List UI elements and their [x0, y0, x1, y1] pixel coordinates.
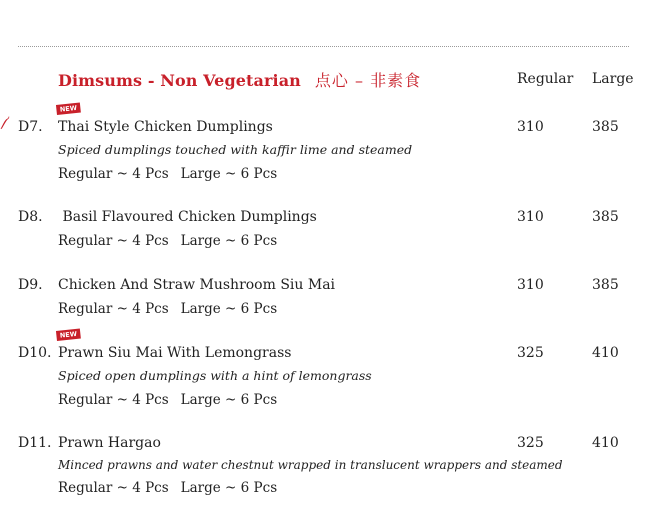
- item-code: D7.: [18, 119, 43, 135]
- price-large: 410: [592, 345, 619, 361]
- price-regular: 310: [517, 119, 544, 135]
- price-regular: 325: [517, 435, 544, 451]
- column-header-large: Large: [592, 71, 634, 87]
- item-name: Prawn Siu Mai With Lemongrass: [58, 345, 292, 361]
- item-name: Basil Flavoured Chicken Dumplings: [58, 209, 317, 225]
- item-portions: [58, 166, 277, 182]
- new-badge: NEW: [56, 103, 81, 115]
- item-name: Thai Style Chicken Dumplings: [58, 119, 273, 135]
- regular-portion: Regular ~ 4 Pcs: [58, 233, 169, 249]
- menu-item: [0, 421, 650, 511]
- large-portion: Large ~ 6 Pcs: [180, 233, 278, 249]
- new-badge: NEW: [56, 329, 81, 341]
- price-large: 385: [592, 119, 619, 135]
- large-portion: Large ~ 6 Pcs: [180, 392, 278, 408]
- regular-portion: Regular ~ 4 Pcs: [58, 301, 169, 317]
- item-name: Chicken And Straw Mushroom Siu Mai: [58, 277, 336, 293]
- price-large: 385: [592, 209, 619, 225]
- item-code: D9.: [18, 277, 43, 293]
- item-portions: [58, 233, 277, 249]
- section-title-cn: 点心 – 非素食: [314, 71, 422, 90]
- price-regular: 325: [517, 345, 544, 361]
- menu-item: [0, 105, 650, 195]
- regular-portion: Regular ~ 4 Pcs: [58, 166, 169, 182]
- item-description: Spiced open dumplings with a hint of lemongrass: [58, 368, 372, 383]
- large-portion: Large ~ 6 Pcs: [180, 301, 278, 317]
- large-portion: Large ~ 6 Pcs: [180, 480, 278, 496]
- section-title: [58, 68, 421, 91]
- item-portions: [58, 301, 277, 317]
- section-title-en: Dimsums - Non Vegetarian: [58, 71, 301, 90]
- item-description: Minced prawns and water chestnut wrapped in translucent wrappers and steamed: [58, 458, 563, 472]
- top-divider: [18, 46, 629, 47]
- price-large: 410: [592, 435, 619, 451]
- item-name: Prawn Hargao: [58, 435, 161, 451]
- menu-item: [0, 331, 650, 421]
- price-regular: 310: [517, 277, 544, 293]
- item-portions: [58, 392, 277, 408]
- regular-portion: Regular ~ 4 Pcs: [58, 392, 169, 408]
- price-large: 385: [592, 277, 619, 293]
- large-portion: Large ~ 6 Pcs: [180, 166, 278, 182]
- item-code: D11.: [18, 435, 52, 451]
- item-code: D8.: [18, 209, 43, 225]
- chili-icon: [0, 115, 12, 131]
- regular-portion: Regular ~ 4 Pcs: [58, 480, 169, 496]
- item-description: Spiced dumplings touched with kaffir lime and steamed: [58, 142, 413, 157]
- item-portions: [58, 480, 277, 496]
- item-code: D10.: [18, 345, 52, 361]
- column-header-regular: Regular: [517, 71, 574, 87]
- price-regular: 310: [517, 209, 544, 225]
